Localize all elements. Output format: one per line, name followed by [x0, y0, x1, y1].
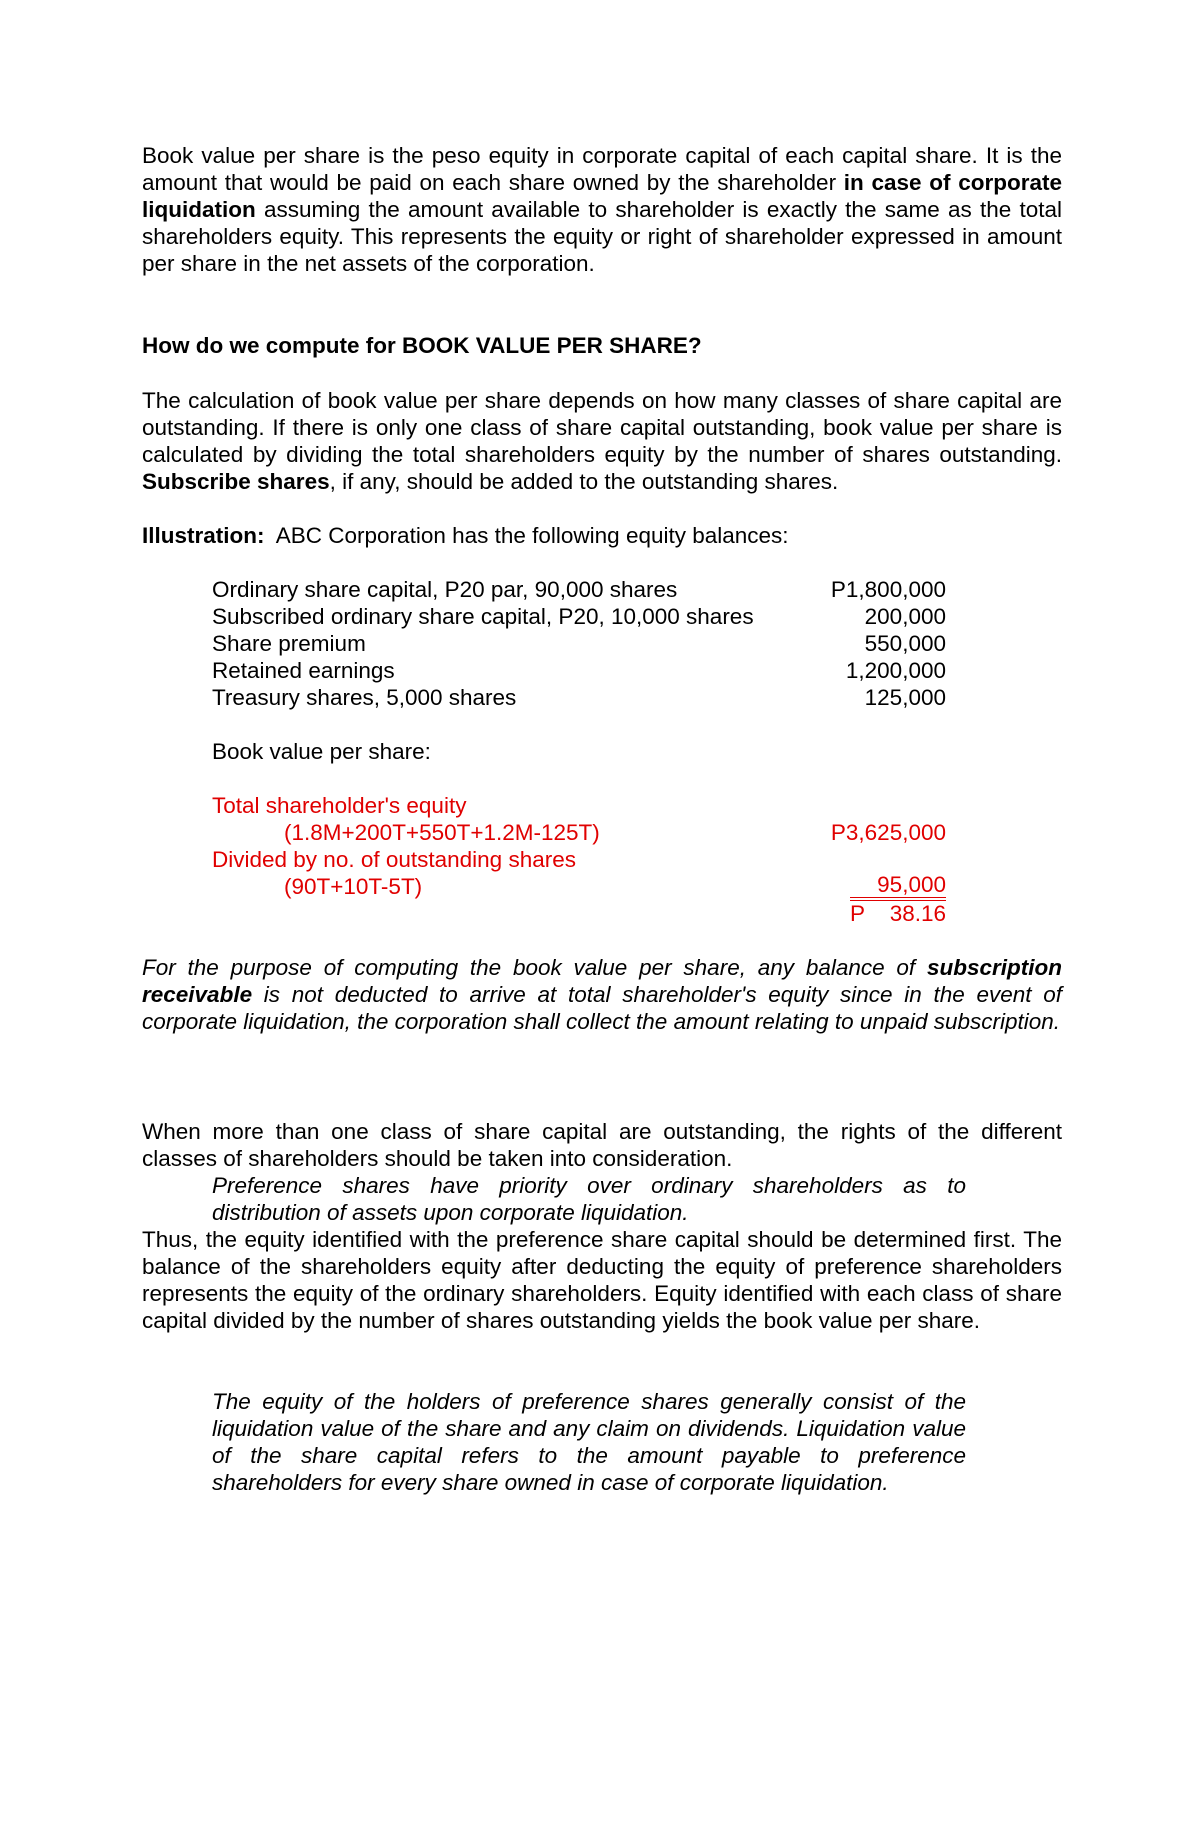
intro-text-2: assuming the amount available to shareholder is exactly the same as the total shareholders equity. This represents the equity or right of shareholder expressed in amount per share in the net assets of the corporation.: [142, 197, 1062, 276]
equity-row: [142, 630, 1062, 657]
computation-row: [142, 819, 1062, 846]
bvps-computation: [142, 792, 1062, 927]
total-equity-amount: P3,625,000: [830, 820, 946, 845]
equity-row-label: Treasury shares, 5,000 shares: [212, 685, 517, 710]
equity-row-amount: 550,000: [864, 631, 946, 656]
subscription-note: [142, 954, 1062, 1035]
intro-text-1: Book value per share is the peso equity in corporate capital of each capital share. It is the amount that would be paid on each share owned by the shareholder: [142, 143, 1062, 195]
computation-row: [142, 846, 1062, 873]
note-bold-text: subscription receivable: [142, 955, 1062, 1007]
calculation-paragraph: [142, 387, 1062, 495]
thus-paragraph: Thus, the equity identified with the preference share capital should be determined first. The balance of the shareholders equity after deducting the equity of preference shareholders represents the equity of the ordinary shareholders. Equity identified with each class of share capital divided by the number of shares outstanding yields the book value per share.: [142, 1227, 1062, 1333]
illustration-text: ABC Corporation has the following equity balances:: [264, 523, 789, 548]
total-equity-label: Total shareholder's equity: [212, 793, 467, 818]
computation-row: [142, 792, 1062, 819]
section-heading: How do we compute for BOOK VALUE PER SHARE?: [142, 333, 702, 358]
intro-bold-text: in case of corporate liquidation: [142, 170, 1062, 222]
bvps-label-row: [142, 738, 1062, 765]
calc-bold-text: Subscribe shares: [142, 469, 330, 494]
calc-text-1: The calculation of book value per share depends on how many classes of share capital are outstanding. If there is only one class of share capital outstanding, book value per share is calculated by dividing the total shareholders equity by the number of shares outstanding.: [142, 388, 1062, 467]
equity-row: [142, 603, 1062, 630]
result-currency: P: [850, 901, 866, 926]
calc-text-2: , if any, should be added to the outstanding shares.: [329, 469, 839, 494]
equity-row-label: Share premium: [212, 631, 366, 656]
equity-row-amount: 200,000: [864, 604, 946, 629]
equity-row: [142, 684, 1062, 711]
illustration-label: Illustration:: [142, 523, 265, 548]
result-amount: 38.16: [889, 901, 946, 926]
result-cell: [850, 900, 946, 926]
preference-note: Preference shares have priority over ordinary shareholders as to distribution of assets upon corporate liquidation.: [212, 1173, 966, 1225]
equity-row: [142, 657, 1062, 684]
note-text-2: is not deducted to arrive at total shareholder's equity since in the event of corporate liquidation, the corporation shall collect the amount relating to unpaid subscription.: [142, 982, 1062, 1034]
note-text-1: For the purpose of computing the book value per share, any balance of: [142, 955, 927, 980]
equity-row-amount: P1,800,000: [830, 577, 946, 602]
total-equity-formula: (1.8M+200T+550T+1.2M-125T): [284, 820, 600, 845]
equity-row-label: Retained earnings: [212, 658, 395, 683]
divided-by-label: Divided by no. of outstanding shares: [212, 847, 576, 872]
liquidation-note: The equity of the holders of preference shares generally consist of the liquidation value of the share and any claim on dividends. Liquidation value of the share capital refers to the amount payable to preference shareholders for every share owned in case of corporate liquidation.: [212, 1389, 966, 1495]
equity-balances-table: [142, 576, 1062, 716]
computation-row: [142, 873, 1062, 900]
outstanding-shares-formula: (90T+10T-5T): [284, 874, 423, 899]
equity-row-label: Subscribed ordinary share capital, P20, 10,000 shares: [212, 604, 754, 629]
multi-class-paragraph: When more than one class of share capital are outstanding, the rights of the different classes of shareholders should be taken into consideration.: [142, 1119, 1062, 1171]
equity-row-label: Ordinary share capital, P20 par, 90,000 shares: [212, 577, 678, 602]
equity-row-amount: 1,200,000: [845, 658, 946, 683]
bvps-label: Book value per share:: [212, 739, 431, 764]
equity-row-amount: 125,000: [864, 685, 946, 710]
outstanding-shares-amount: 95,000: [850, 873, 946, 898]
illustration-line: [142, 522, 1062, 549]
intro-paragraph: [142, 142, 1062, 277]
computation-row: [142, 900, 1062, 927]
equity-row: [142, 576, 1062, 603]
